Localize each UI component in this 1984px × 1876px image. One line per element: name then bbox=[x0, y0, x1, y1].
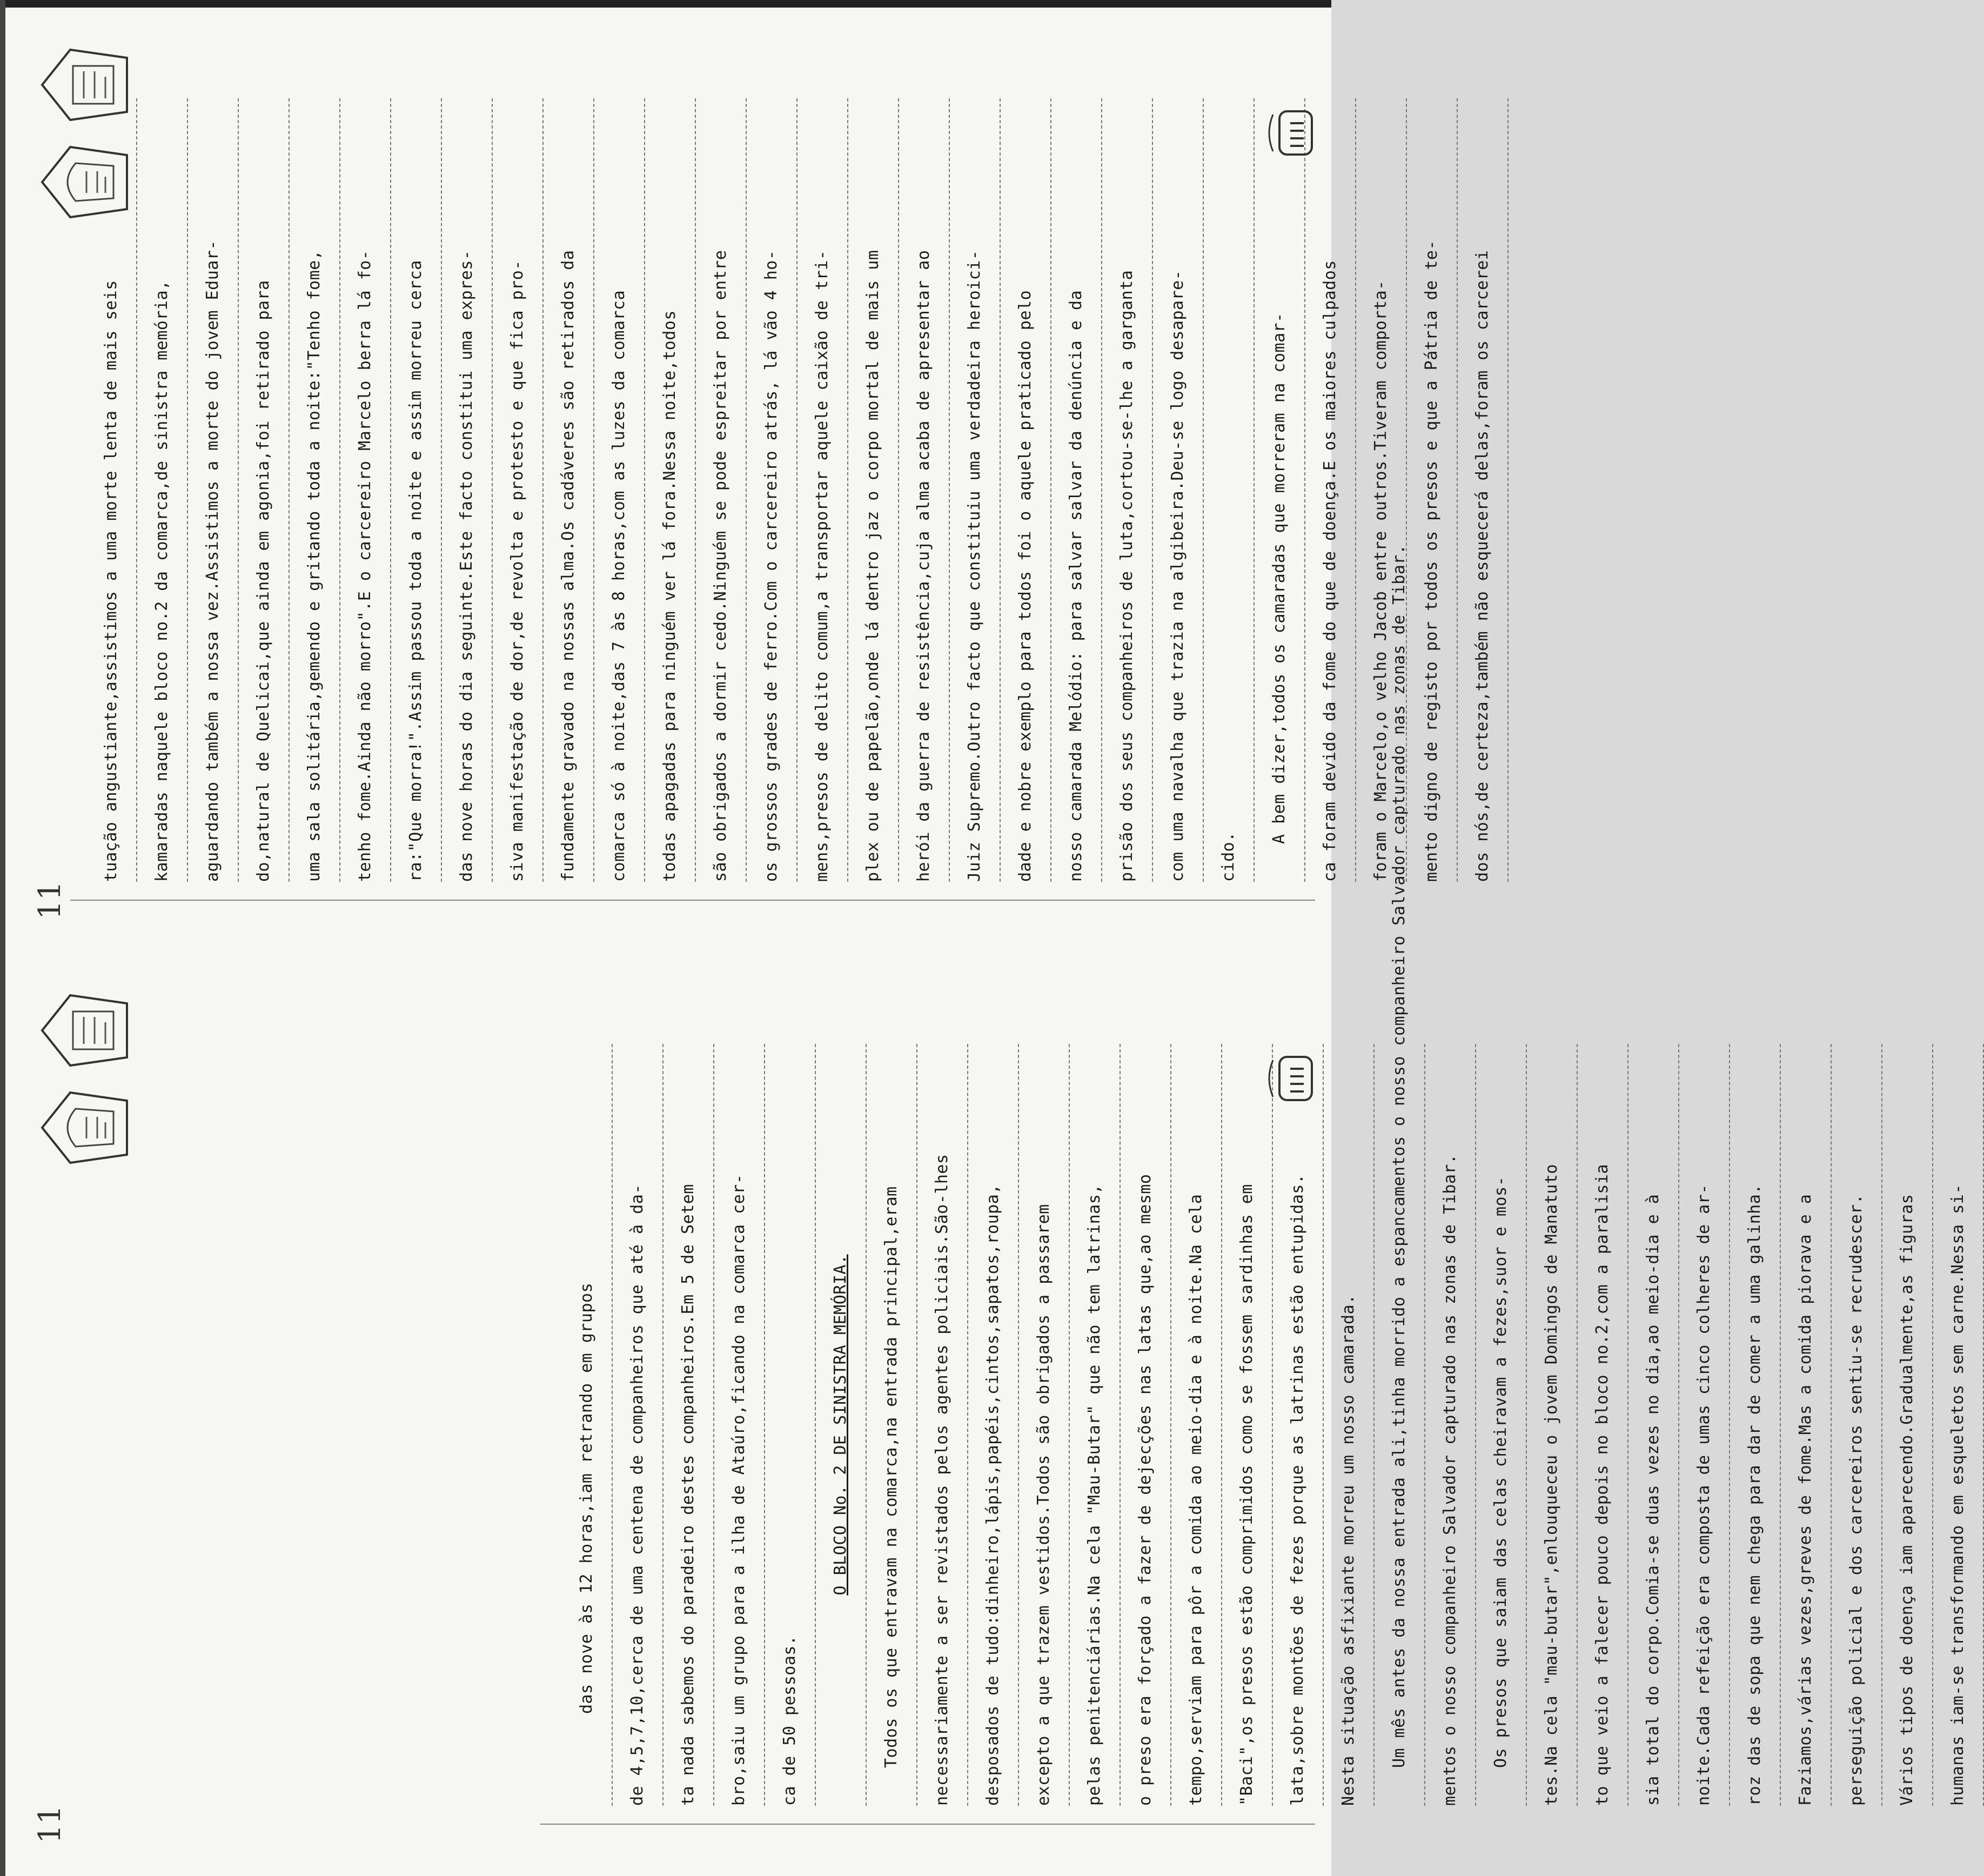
text-line: plex ou de papelão,onde lá dentro jaz o corpo mortal de mais um bbox=[848, 98, 899, 882]
text-line: uma sala solitária,gemendo e gritando toda a noite:"Tenho fome, bbox=[290, 98, 340, 882]
text-line: desposados de tudo:dinheiro,lápis,papéis,cintos,sapatos,roupa, bbox=[968, 1044, 1019, 1806]
text-line: os grossos grades de ferro.Com o carcereiro atrás, lá vão 4 ho- bbox=[747, 98, 797, 882]
text-line: noite.Cada refeição era composta de umas cinco colheres de ar- bbox=[1679, 1044, 1730, 1806]
text-line: foram o Marcelo,o velho Jacob entre outros.Tiveram comporta- bbox=[1356, 98, 1407, 882]
text-line: ta nada sabemos do paradeiro destes companheiros.Em 5 de Setem bbox=[663, 1044, 714, 1806]
text-line: são obrigados a dormir cedo.Ninguém se pode espreitar por entre bbox=[696, 98, 747, 882]
text-line: cido. bbox=[1204, 98, 1255, 882]
section-heading: O BLOCO No. 2 DE SINISTRA MEMÓRIA. bbox=[816, 1044, 867, 1806]
text-line: tenho fome.Ainda não morro".E o carcereiro Marcelo berra lá fo- bbox=[340, 98, 391, 882]
text-line: to que veio a falecer pouco depois no bloco no.2,com a paralisia bbox=[1578, 1044, 1628, 1806]
text-line: sia total do corpo.Comia-se duas vezes no dia,ao meio-dia e à bbox=[1628, 1044, 1679, 1806]
text-line: A bem dizer,todos os camaradas que morreram na comar- bbox=[1255, 98, 1305, 882]
fund-mark-icon bbox=[1263, 1055, 1315, 1102]
right-page bbox=[0, 23, 1492, 930]
text-line: das nove às 12 horas,iam retrando em grupos bbox=[562, 1044, 613, 1806]
archive-stamps bbox=[38, 990, 135, 1168]
text-line: ca foram devido da fome do que de doença.E os maiores culpados bbox=[1305, 98, 1356, 882]
text-line: o preso era forçado a fazer de dejecções nas latas que,ao mesmo bbox=[1121, 1044, 1171, 1806]
text-line: Todos os que entravam na comarca,na entrada principal,eram bbox=[867, 1044, 917, 1806]
text-line: necessariamente a ser revistados pelos agentes policiais.São-lhes bbox=[917, 1044, 968, 1806]
text-line: lata,sobre montões de fezes porque as latrinas estão entupidas. bbox=[1273, 1044, 1324, 1806]
text-line: Um mês antes da nossa entrada ali,tinha morrido a espancamentos o nosso companheiro Salvador capturado nas zonas de Tibar. bbox=[1375, 1044, 1425, 1806]
text-line: de 4,5,7,10,cerca de uma centena de companheiros que até à da- bbox=[613, 1044, 663, 1806]
text-line: com uma navalha que trazia na algibeira.Deu-se logo desapare- bbox=[1153, 98, 1204, 882]
text-line: pelas penitenciárias.Na cela "Mau-Butar" que não tem latrinas, bbox=[1070, 1044, 1121, 1806]
text-line: aguardando também a nossa vez.Assistimos a morte do jovem Eduar- bbox=[188, 98, 239, 882]
text-line: comarca só à noite,das 7 às 8 horas,com as luzes da comarca bbox=[594, 98, 645, 882]
margin-rule bbox=[70, 900, 1315, 901]
text-line: bro,saiu um grupo para a ilha de Ataúro,ficando na comarca cer- bbox=[714, 1044, 765, 1806]
text-line: prisão dos seus companheiros de luta,cortou-se-lhe a garganta bbox=[1102, 98, 1153, 882]
text-line: kamaradas naquele bloco no.2 da comarca,de sinistra memória, bbox=[137, 98, 188, 882]
page-number: 11 bbox=[32, 881, 68, 920]
fund-mark-logo bbox=[1263, 109, 1315, 157]
text-line: tes.Na cela "mau-butar",enlouqueceu o jovem Domingos de Manatuto bbox=[1527, 1044, 1578, 1806]
text-line: todas apagadas para ninguém ver lá fora.Nessa noite,todos bbox=[645, 98, 696, 882]
text-line: mens,presos de delito comum,a transportar aquele caixão de tri- bbox=[797, 98, 848, 882]
text-line: excepto a que trazem vestidos.Todos são obrigados a passarem bbox=[1019, 1044, 1070, 1806]
text-line: tempo,serviam para pôr a comida ao meio-dia e à noite.Na cela bbox=[1171, 1044, 1222, 1806]
text-line: do,natural de Quelicai,que ainda em agonia,foi retirado para bbox=[239, 98, 290, 882]
text-line: perseguição policial e dos carcereiros sentiu-se recrudescer. bbox=[1832, 1044, 1882, 1806]
text-line: mento digno de registo por todos os presos e que a Pátria de te- bbox=[1407, 98, 1458, 882]
text-line: humanas iam-se transformando em esqueletos sem carne.Nessa si- bbox=[1933, 1044, 1984, 1806]
text-line: siva manifestação de dor,de revolta e protesto e que fica pro- bbox=[493, 98, 544, 882]
text-line: ra:"Que morra!".Assim passou toda a noite e assim morreu cerca bbox=[391, 98, 442, 882]
text-line: fundamente gravado na nossas alma.Os cadáveres são retirados da bbox=[544, 98, 594, 882]
fund-mark-logo bbox=[1263, 1055, 1315, 1102]
text-line: tuação angustiante,assistimos a uma morte lenta de mais seis bbox=[86, 98, 137, 882]
text-line: mentos o nosso companheiro Salvador capturado nas zonas de Tibar. bbox=[1425, 1044, 1476, 1806]
margin-rule bbox=[540, 1824, 1315, 1825]
text-line: herói da guerra de resistência,cuja alma acaba de apresentar ao bbox=[899, 98, 950, 882]
text-line: "Baci",os presos estão comprimidos como se fossem sardinhas em bbox=[1222, 1044, 1273, 1806]
text-line: Os presos que saiam das celas cheiravam a fezes,suor e mos- bbox=[1476, 1044, 1527, 1806]
text-line: Juiz Supremo.Outro facto que constituiu uma verdadeira heroici- bbox=[950, 98, 1001, 882]
fund-mark-icon bbox=[1263, 109, 1315, 157]
page-number: 11 bbox=[32, 1805, 68, 1844]
text-line: das nove horas do dia seguinte.Este facto constitui uma expres- bbox=[442, 98, 493, 882]
text-line: roz das de sopa que nem chega para dar de comer a uma galinha. bbox=[1730, 1044, 1781, 1806]
text-line: dos nós,de certeza,também não esquecerá delas,foram os carcerei bbox=[1458, 98, 1509, 882]
text-line: dade e nobre exemplo para todos foi o aquele praticado pelo bbox=[1001, 98, 1051, 882]
text-line: nosso camarada Melódio: para salvar salvar da denúncia e da bbox=[1051, 98, 1102, 882]
archive-stamp-icon bbox=[38, 1087, 135, 1168]
text-line: Nesta situação asfixiante morreu um nosso camarada. bbox=[1324, 1044, 1375, 1806]
text-line: ca de 50 pessoas. bbox=[765, 1044, 816, 1806]
archive-stamp-icon bbox=[38, 990, 135, 1071]
text-lines bbox=[86, 98, 1509, 882]
text-line: Faziamos,várias vezes,greves de fome.Mas a comida piorava e a bbox=[1781, 1044, 1832, 1806]
text-line: Vários tipos de doença iam aparecendo.Gradualmente,as figuras bbox=[1882, 1044, 1933, 1806]
